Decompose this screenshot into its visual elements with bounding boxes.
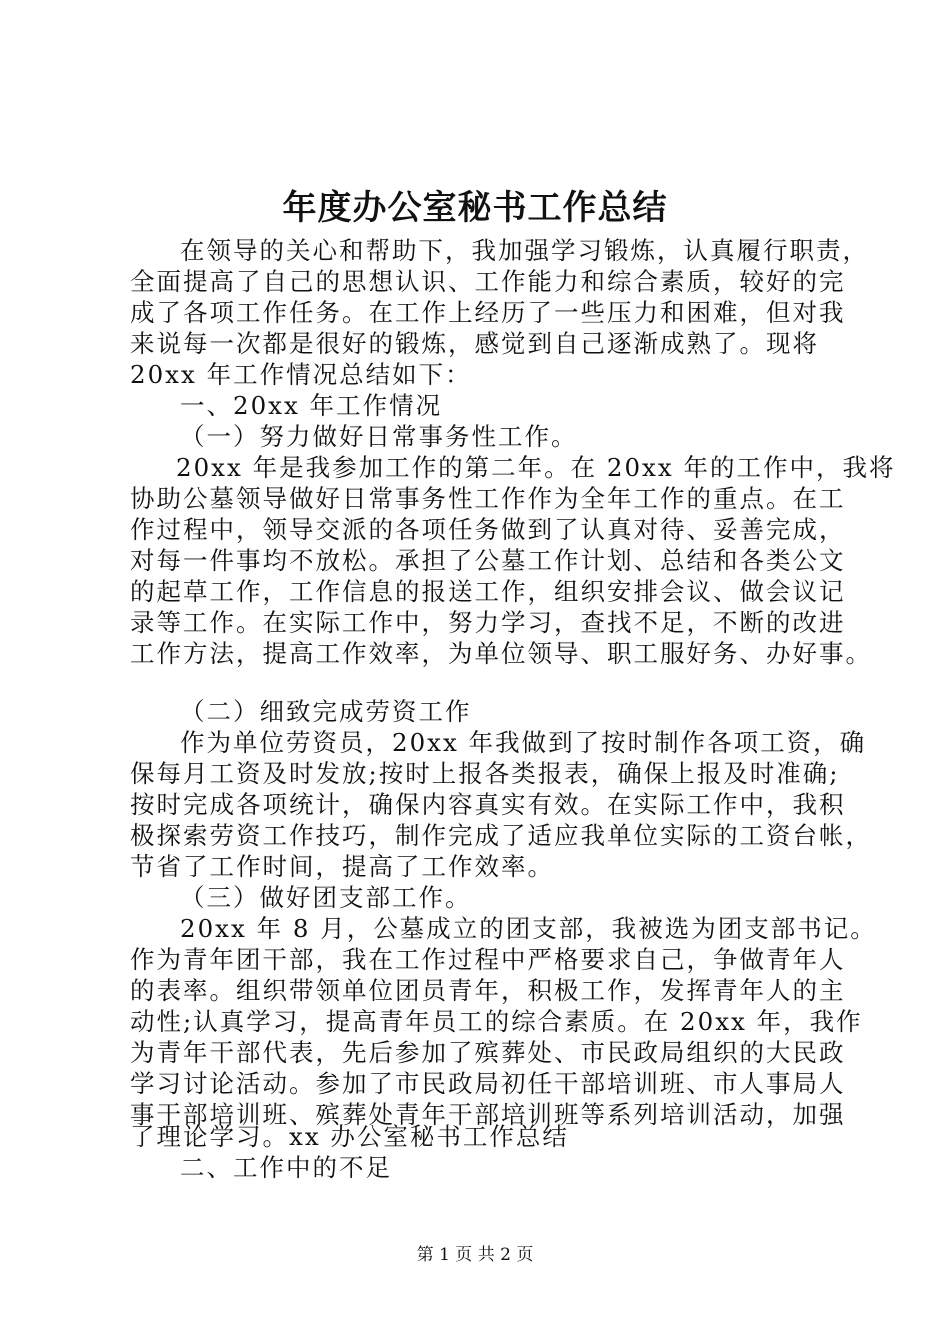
body-line: 录等工作。在实际工作中，努力学习，查找不足，不断的改进	[130, 608, 846, 637]
body-line: 极探索劳资工作技巧，制作完成了适应我单位实际的工资台帐，	[130, 821, 872, 850]
body-line: 全面提高了自己的思想认识、工作能力和综合素质，较好的完	[130, 267, 846, 296]
body-line: 节省了工作时间，提高了工作效率。	[130, 852, 554, 881]
body-line: 在领导的关心和帮助下，我加强学习锻炼，认真履行职责，	[180, 236, 869, 265]
body-line: 学习讨论活动。参加了市民政局初任干部培训班、市人事局人	[130, 1069, 846, 1098]
body-line: 作为青年团干部，我在工作过程中严格要求自己，争做青年人	[130, 945, 846, 974]
body-line: 动性;认真学习，提高青年员工的综合素质。在 20xx 年，我作	[130, 1007, 863, 1036]
body-line: 成了各项工作任务。在工作上经历了一些压力和困难，但对我	[130, 298, 846, 327]
body-line: 了理论学习。xx 办公室秘书工作总结	[130, 1122, 569, 1151]
body-line: 20xx 年工作情况总结如下：	[130, 360, 472, 389]
section-heading: 一、20xx 年工作情况	[180, 391, 443, 420]
body-line: 保每月工资及时发放;按时上报各类报表，确保上报及时准确;	[130, 759, 840, 788]
subsection-heading: （三）做好团支部工作。	[180, 883, 472, 912]
section-heading: 二、工作中的不足	[180, 1153, 392, 1182]
subsection-heading: （一）努力做好日常事务性工作。	[180, 422, 578, 451]
subsection-heading: （二）细致完成劳资工作	[180, 697, 472, 726]
page-footer: 第 1 页 共 2 页	[416, 1245, 534, 1265]
body-line: 的起草工作，工作信息的报送工作，组织安排会议、做会议记	[130, 577, 846, 606]
body-line: 为青年干部代表，先后参加了殡葬处、市民政局组织的大民政	[130, 1038, 846, 1067]
document-title: 年度办公室秘书工作总结	[282, 188, 668, 228]
body-line: 按时完成各项统计，确保内容真实有效。在实际工作中，我积	[130, 790, 846, 819]
body-line: 20xx 年是我参加工作的第二年。在 20xx 年的工作中，我将	[176, 453, 896, 482]
body-line: 20xx 年 8 月，公墓成立的团支部，我被选为团支部书记。	[180, 914, 877, 943]
body-line: 工作方法，提高工作效率，为单位领导、职工服好务、办好事。	[130, 639, 872, 668]
body-line: 协助公墓领导做好日常事务性工作作为全年工作的重点。在工	[130, 484, 846, 513]
body-line: 对每一件事均不放松。承担了公墓工作计划、总结和各类公文	[130, 546, 846, 575]
body-line: 作为单位劳资员，20xx 年我做到了按时制作各项工资，确	[180, 728, 867, 757]
body-line: 作过程中，领导交派的各项任务做到了认真对待、妥善完成，	[130, 515, 846, 544]
body-line: 来说每一次都是很好的锻炼，感觉到自己逐渐成熟了。现将	[130, 329, 819, 358]
body-line: 的表率。组织带领单位团员青年，积极工作，发挥青年人的主	[130, 976, 846, 1005]
body-line: 事干部培训班、殡葬处青年干部培训班等系列培训活动，加强	[130, 1100, 846, 1129]
